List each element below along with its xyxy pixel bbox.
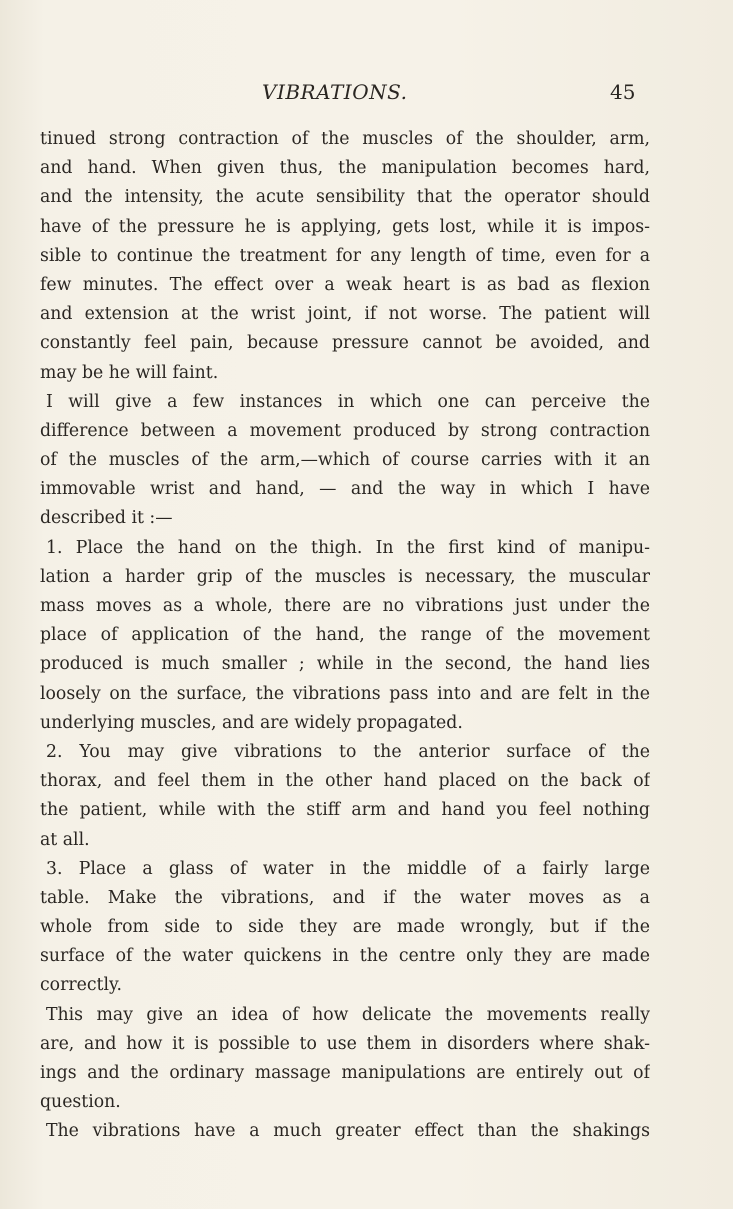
running-title: VIBRATIONS. — [262, 80, 408, 104]
text-line: thorax, and feel them in the other hand placed on the back of — [40, 771, 650, 792]
text-line: difference between a movement produced by strong contraction — [40, 420, 650, 441]
text-line: surface of the water quickens in the centre only they are made — [40, 946, 650, 967]
text-line: The vibrations have a much greater effect than the shakings — [46, 1121, 650, 1142]
text-line: immovable wrist and hand, — and the way in which I have — [40, 479, 650, 500]
text-line: produced is much smaller ; while in the second, the hand lies — [40, 654, 650, 675]
text-line: may be he will faint. — [40, 362, 219, 383]
text-line: constantly feel pain, because pressure cannot be avoided, and — [40, 333, 650, 354]
body-text — [40, 125, 650, 1147]
text-line: ings and the ordinary massage manipulations are entirely out of — [40, 1063, 650, 1083]
text-line: have of the pressure he is applying, gets lost, while it is impos- — [40, 216, 650, 237]
text-line: described it :— — [40, 508, 173, 529]
text-line: are, and how it is possible to use them in disorders where shak- — [40, 1033, 650, 1054]
text-line: sible to continue the treatment for any length of time, even for a — [40, 245, 650, 266]
text-line: 2. You may give vibrations to the anterior surface of the — [46, 741, 650, 762]
text-line: place of application of the hand, the range of the movement — [40, 625, 650, 646]
text-line: and hand. When given thus, the manipulation becomes hard, — [40, 158, 650, 179]
text-line: whole from side to side they are made wrongly, but if the — [40, 917, 650, 938]
text-line: and the intensity, the acute sensibility that the operator should — [40, 187, 650, 208]
text-line: 3. Place a glass of water in the middle of a fairly large — [46, 858, 650, 879]
page-header — [0, 80, 733, 110]
text-line: correctly. — [40, 975, 122, 996]
text-line: I will give a few instances in which one can perceive the — [46, 391, 650, 412]
text-line: question. — [40, 1092, 121, 1113]
text-line: few minutes. The effect over a weak heart is as bad as flexion — [40, 274, 650, 295]
text-line: at all. — [40, 829, 90, 850]
text-line: and extension at the wrist joint, if not worse. The patient will — [40, 304, 650, 325]
text-line: This may give an idea of how delicate the movements really — [46, 1004, 650, 1025]
text-line: the patient, while with the stiff arm and hand you feel nothing — [40, 800, 650, 821]
text-line: lation a harder grip of the muscles is necessary, the muscular — [40, 566, 650, 587]
page-number: 45 — [610, 80, 636, 104]
text-line: 1. Place the hand on the thigh. In the first kind of manipu- — [46, 537, 650, 558]
text-line: tinued strong contraction of the muscles of the shoulder, arm, — [40, 129, 650, 149]
text-line: underlying muscles, and are widely propagated. — [40, 712, 463, 733]
text-line: of the muscles of the arm,—which of course carries with it an — [40, 450, 650, 471]
text-line: loosely on the surface, the vibrations pass into and are felt in the — [40, 683, 650, 704]
text-line: table. Make the vibrations, and if the water moves as a — [40, 887, 650, 908]
text-line: mass moves as a whole, there are no vibrations just under the — [40, 596, 650, 616]
